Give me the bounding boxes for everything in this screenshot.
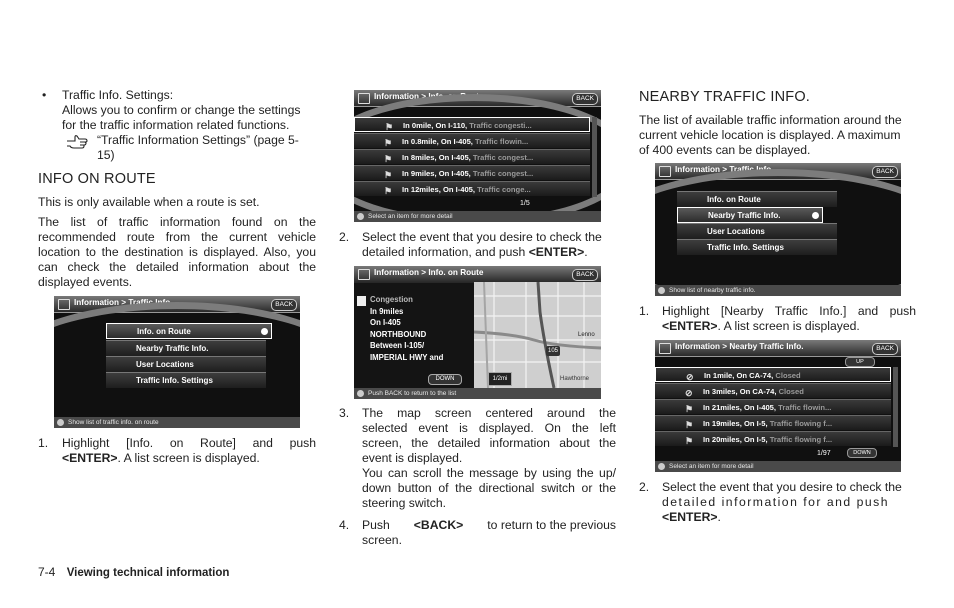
step-text: Select the event that you desire to check the <box>362 230 602 244</box>
list-item[interactable]: ⚑ In 20miles, On I-5, Traffic flowing f... <box>655 431 891 446</box>
info-circle-icon <box>658 287 665 294</box>
page-counter: 1/5 <box>520 200 530 207</box>
detail-panel <box>354 282 474 388</box>
screen-title: Information > Info. on Route <box>374 268 484 277</box>
flag-icon: ⚑ <box>384 170 393 180</box>
step-number: 2. <box>639 480 650 494</box>
screen-status-bar: Show list of traffic info. on route <box>54 417 300 428</box>
step-number: 2. <box>339 230 350 244</box>
menu-item-user-locations[interactable]: User Locations <box>106 356 266 372</box>
menu-item-nearby-traffic[interactable]: Nearby Traffic Info. <box>677 207 823 223</box>
list-item[interactable]: ⚑ In 9miles, On I-405, Traffic congest... <box>354 165 590 180</box>
step-text-2: detailed information for and push <box>662 495 890 509</box>
down-button[interactable]: DOWN <box>428 374 462 385</box>
step-text: Select the event that you desire to check the <box>662 480 902 494</box>
screen-title: Information > Traffic Info. <box>675 165 774 174</box>
screen-title-bar <box>354 266 601 283</box>
page-number: 7-4 <box>38 565 56 579</box>
step-text-3: <ENTER>. <box>662 510 721 524</box>
list-item[interactable]: ⚑ In 8miles, On I-405, Traffic congest... <box>354 149 590 164</box>
bullet-icon: • <box>42 88 47 102</box>
list-item[interactable]: ⚑ In 19miles, On I-5, Traffic flowing f... <box>655 415 891 430</box>
menu-item-info-on-route[interactable]: Info. on Route <box>677 191 837 207</box>
list-item[interactable]: ⚑ In 0.8mile, On I-405, Traffic flowin... <box>354 133 590 148</box>
flag-icon: ⚑ <box>384 186 393 196</box>
map-scale[interactable]: 1/2mi <box>488 372 512 386</box>
info-circle-icon <box>57 419 64 426</box>
event-detail-text: Congestion In 9miles On I-405 NORTHBOUND Between I-105/ IMPERIAL HWY and <box>370 295 444 362</box>
paragraph: The list of available traffic information around the current vehicle location is displayed. A maximum of 400 events can be displayed. <box>639 113 902 157</box>
info-circle-icon <box>357 213 364 220</box>
flag-icon: ⚑ <box>384 138 393 148</box>
route-shield: 105 <box>547 348 558 354</box>
flag-icon: ⚑ <box>385 122 394 132</box>
step-text: The map screen centered around the selected event is displayed. On the left screen, the detailed information about the event is displayed. You can scroll the message by using the up/ down button of the directional switch or the steering switch. <box>362 406 616 510</box>
info-icon <box>358 269 370 280</box>
bullet-line: for the traffic information related functions. <box>62 118 290 132</box>
page-footer <box>38 565 229 579</box>
menu-item-user-locations[interactable]: User Locations <box>677 223 837 239</box>
step-number: 1. <box>38 436 49 450</box>
info-icon <box>358 93 370 104</box>
screen-title: Information > Traffic Info. <box>74 298 173 307</box>
list-item[interactable]: ⊘ In 3miles, On CA-74, Closed <box>655 383 891 398</box>
screen-status-bar: Select an item for more detail <box>354 211 601 222</box>
flag-icon: ⚑ <box>685 420 694 430</box>
down-button[interactable]: DOWN <box>847 448 877 458</box>
flag-icon: ⚑ <box>685 436 694 446</box>
menu-item-info-on-route[interactable]: Info. on Route <box>106 323 272 339</box>
event-flag-icon <box>357 296 366 306</box>
paragraph: This is only available when a route is set. <box>38 195 260 209</box>
screen-status-bar: Show list of nearby traffic info. <box>655 285 901 296</box>
closed-road-icon: ⊘ <box>686 372 694 382</box>
selected-dot-icon <box>812 212 819 219</box>
footer-section-title: Viewing technical information <box>66 567 230 579</box>
map-place-label: Lenno <box>578 332 595 338</box>
list-item[interactable]: ⚑ In 12miles, On I-405, Traffic conge... <box>354 181 590 196</box>
back-button[interactable]: BACK <box>271 299 297 311</box>
up-button[interactable]: UP <box>845 357 875 367</box>
list-item[interactable]: ⚑ In 0mile, On I-110, Traffic congesti... <box>354 117 590 132</box>
step-text: Highlight [Info. on Route] and push <box>62 436 316 450</box>
screen-status-bar: Select an item for more detail <box>655 461 901 472</box>
info-circle-icon <box>357 390 364 397</box>
back-button[interactable]: BACK <box>872 343 898 355</box>
screen-traffic-info-menu <box>655 163 901 296</box>
info-icon <box>659 343 671 354</box>
menu-item-traffic-settings[interactable]: Traffic Info. Settings <box>677 239 837 255</box>
flag-icon: ⚑ <box>685 404 694 414</box>
section-heading-nearby-traffic: NEARBY TRAFFIC INFO. <box>639 89 811 105</box>
step-text-2: <ENTER>. A list screen is displayed. <box>62 451 260 465</box>
selected-dot-icon <box>261 328 268 335</box>
reference-link-cont: 15) <box>97 148 115 162</box>
step-number: 1. <box>639 304 650 318</box>
scrollbar[interactable] <box>893 367 898 447</box>
info-icon <box>659 166 671 177</box>
menu-item-traffic-settings[interactable]: Traffic Info. Settings <box>106 372 266 388</box>
step-text: Push <BACK> to return to the previous <box>362 518 616 532</box>
screen-info-on-route-list <box>354 90 601 222</box>
screen-traffic-map <box>354 266 601 399</box>
info-circle-icon <box>658 463 665 470</box>
map-place-label: Hawthorne <box>560 376 590 382</box>
step-text-2: detailed information, and push <ENTER>. <box>362 245 588 259</box>
step-text-2: <ENTER>. A list screen is displayed. <box>662 319 860 333</box>
section-heading-info-on-route: INFO ON ROUTE <box>38 171 156 187</box>
bullet-line: Allows you to confirm or change the settings <box>62 103 301 117</box>
step-text-2: screen. <box>362 533 402 547</box>
screen-status-bar: Push BACK to return to the list <box>354 388 601 399</box>
info-icon <box>58 299 70 310</box>
reference-link[interactable]: “Traffic Information Settings” (page 5- <box>97 133 299 147</box>
list-item[interactable]: ⊘ In 1mile, On CA-74, Closed <box>655 367 891 382</box>
back-button[interactable]: BACK <box>872 166 898 178</box>
screen-title: Information > Info. on Route <box>374 92 484 101</box>
step-text: Highlight [Nearby Traffic Info.] and push <box>662 304 916 318</box>
bullet-title: Traffic Info. Settings: <box>62 88 174 102</box>
screen-title-bar <box>655 340 901 357</box>
closed-road-icon: ⊘ <box>685 388 693 398</box>
reference-hand-icon <box>66 134 88 150</box>
step-number: 3. <box>339 406 350 420</box>
screen-traffic-info-menu <box>54 296 300 428</box>
list-item[interactable]: ⚑ In 21miles, On I-405, Traffic flowin... <box>655 399 891 414</box>
menu-item-nearby-traffic[interactable]: Nearby Traffic Info. <box>106 340 266 356</box>
back-button[interactable]: BACK <box>572 93 598 105</box>
screen-title: Information > Nearby Traffic Info. <box>675 342 804 351</box>
flag-icon: ⚑ <box>384 154 393 164</box>
screen-nearby-traffic-list <box>655 340 901 472</box>
scrollbar[interactable] <box>592 117 597 197</box>
paragraph-2: The list of traffic information found on the recommended route from the current vehicle location to the destination is displayed. Also, you can check the detailed information about the displayed events. <box>38 215 316 289</box>
step-number: 4. <box>339 518 350 532</box>
back-button[interactable]: BACK <box>572 269 598 281</box>
page-counter: 1/97 <box>817 450 831 457</box>
